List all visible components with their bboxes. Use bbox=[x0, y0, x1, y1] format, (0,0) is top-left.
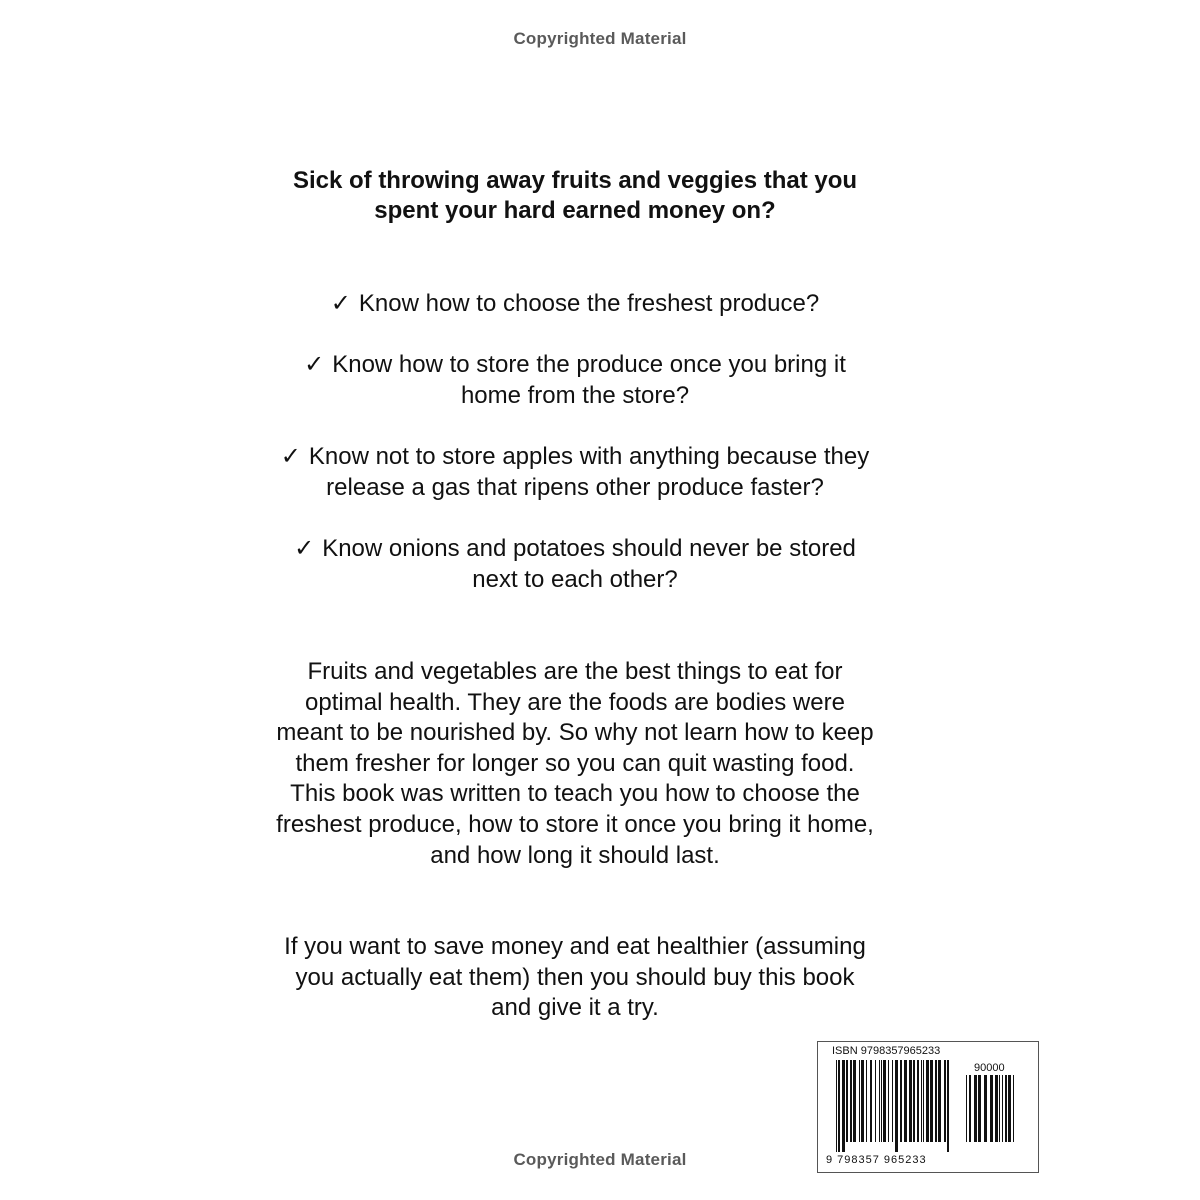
barcode-bar bbox=[930, 1060, 933, 1142]
checklist bbox=[275, 288, 875, 625]
copyright-notice-top: Copyrighted Material bbox=[513, 29, 687, 48]
barcode-bar bbox=[870, 1060, 872, 1142]
checklist-item-text: Know onions and potatoes should never be stored next to each other? bbox=[322, 535, 856, 593]
barcode-bar bbox=[836, 1060, 837, 1152]
barcode-bar bbox=[850, 1060, 852, 1142]
barcode-bar bbox=[944, 1060, 946, 1142]
checklist-item bbox=[275, 533, 875, 595]
barcode-bar bbox=[938, 1060, 941, 1142]
call-to-action-paragraph: If you want to save money and eat healthier (assuming you actually eat them) then you should buy this book and give it a try. bbox=[284, 933, 866, 1022]
checkmark-icon: ✓ bbox=[330, 290, 351, 317]
barcode-bar bbox=[1008, 1075, 1011, 1142]
barcode-bar bbox=[935, 1060, 937, 1142]
checklist-item bbox=[275, 349, 875, 411]
headline: Sick of throwing away fruits and veggies that you spent your hard earned money on? bbox=[292, 167, 858, 224]
barcode-bar bbox=[881, 1060, 882, 1142]
barcode-bar bbox=[895, 1060, 898, 1152]
barcode-bar bbox=[974, 1075, 977, 1142]
barcode-bar bbox=[1002, 1075, 1003, 1142]
isbn-label: ISBN 9798357965233 bbox=[832, 1045, 941, 1057]
barcode-bar bbox=[923, 1060, 924, 1142]
checkmark-icon: ✓ bbox=[294, 535, 315, 562]
barcode-bar bbox=[921, 1060, 922, 1142]
barcode-bar bbox=[947, 1060, 949, 1152]
barcode-bar bbox=[892, 1060, 893, 1142]
barcode-bar bbox=[838, 1060, 840, 1152]
barcode-bar bbox=[913, 1060, 915, 1142]
barcode-bar bbox=[846, 1060, 848, 1142]
barcode-bar bbox=[875, 1060, 876, 1142]
barcode-bar bbox=[995, 1075, 998, 1142]
checklist-item-text: Know how to choose the freshest produce? bbox=[358, 290, 820, 317]
description-paragraph: Fruits and vegetables are the best things to eat for optimal health. They are the foods are bodies were meant to be nourished by. So why not learn how to keep them fresher for longer so you can quit wasting food. This book was written to teach you how to choose the freshest produce, how to store it once you bring it home, and how long it should last. bbox=[276, 658, 874, 869]
checkmark-icon: ✓ bbox=[280, 443, 301, 470]
barcode-bar bbox=[966, 1075, 967, 1142]
barcode-bar bbox=[917, 1060, 919, 1142]
copyright-notice-bottom: Copyrighted Material bbox=[513, 1150, 687, 1169]
barcode-bar bbox=[859, 1060, 860, 1142]
barcode-bar bbox=[853, 1060, 856, 1142]
barcode-bar bbox=[990, 1075, 993, 1142]
checklist-item bbox=[275, 288, 875, 319]
barcode-bar bbox=[866, 1060, 867, 1142]
barcode-bars bbox=[836, 1060, 954, 1152]
checklist-item bbox=[275, 441, 875, 503]
barcode-bar bbox=[842, 1060, 845, 1152]
barcode-bar bbox=[984, 1075, 987, 1142]
barcode-bar bbox=[909, 1060, 912, 1142]
price-code: 90000 bbox=[974, 1062, 1005, 1074]
barcode-bar bbox=[1013, 1075, 1014, 1142]
checkmark-icon: ✓ bbox=[304, 351, 325, 378]
barcode-bar bbox=[861, 1060, 864, 1142]
checklist-item-text: Know not to store apples with anything because they release a gas that ripens other produce faster? bbox=[308, 443, 870, 501]
barcode-bar bbox=[904, 1060, 907, 1142]
barcode-bar bbox=[999, 1075, 1000, 1142]
barcode-addon-bars bbox=[966, 1075, 1018, 1152]
barcode-bar bbox=[926, 1060, 929, 1142]
barcode-bar bbox=[978, 1075, 981, 1142]
barcode-bar bbox=[879, 1060, 880, 1142]
barcode-bar bbox=[883, 1060, 886, 1142]
barcode-digits: 9 798357 965233 bbox=[826, 1154, 927, 1166]
barcode-bar bbox=[1005, 1075, 1007, 1142]
checklist-item-text: Know how to store the produce once you bring it home from the store? bbox=[332, 351, 846, 409]
barcode-bar bbox=[900, 1060, 902, 1142]
barcode-bar bbox=[888, 1060, 889, 1142]
barcode-bar bbox=[969, 1075, 971, 1142]
